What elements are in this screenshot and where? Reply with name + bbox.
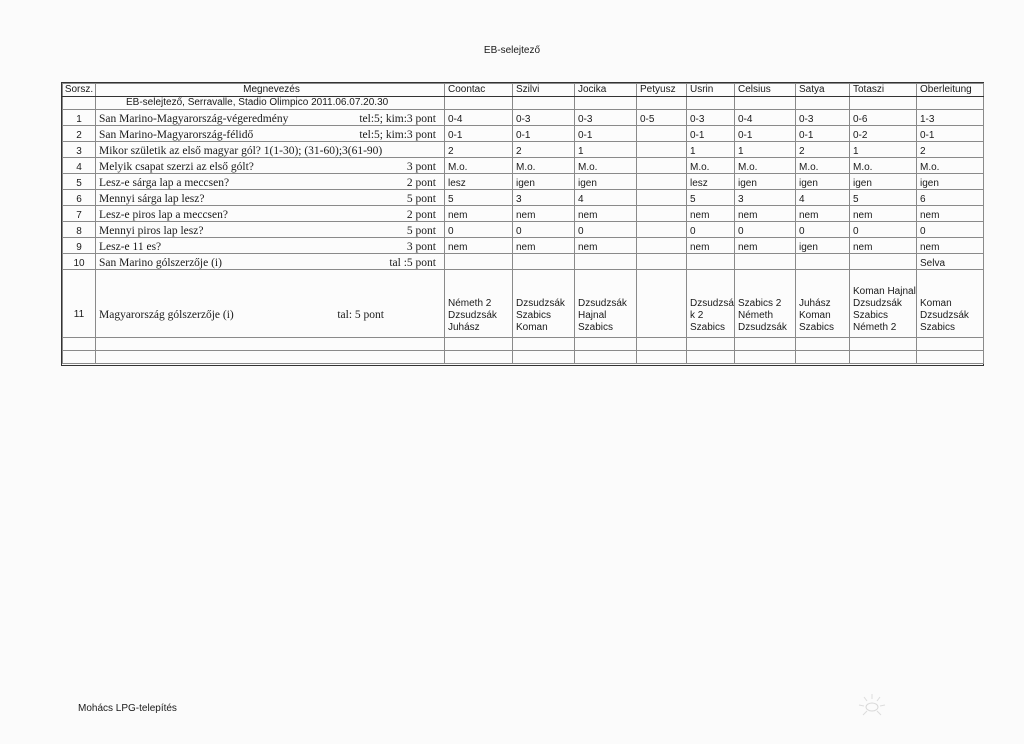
col-header-player: Jocika bbox=[575, 84, 637, 97]
question-cell bbox=[96, 142, 445, 158]
scorer-name: Dzsudzsák bbox=[578, 298, 627, 309]
scorer-name: Juhász bbox=[799, 298, 831, 309]
question-cell bbox=[96, 254, 445, 270]
prediction-cell: 5 bbox=[850, 190, 917, 206]
row-number: 5 bbox=[63, 174, 96, 190]
prediction-cell: 0 bbox=[575, 222, 637, 238]
table-row bbox=[63, 270, 984, 338]
prediction-cell: 0-3 bbox=[796, 110, 850, 126]
prediction-cell: lesz bbox=[687, 174, 735, 190]
prediction-cell: 3 bbox=[513, 190, 575, 206]
prediction-cell: 0 bbox=[513, 222, 575, 238]
row-number: 4 bbox=[63, 158, 96, 174]
subtitle-empty-cell bbox=[796, 97, 850, 110]
prediction-cell bbox=[513, 254, 575, 270]
row-number: 1 bbox=[63, 110, 96, 126]
empty-cell bbox=[687, 351, 735, 364]
prediction-cell bbox=[687, 254, 735, 270]
prediction-cell: igen bbox=[796, 238, 850, 254]
prediction-cell bbox=[637, 126, 687, 142]
empty-cell bbox=[513, 338, 575, 351]
scorer-name: Szabics bbox=[920, 322, 956, 333]
scorer-name: Szabics bbox=[578, 322, 614, 333]
empty-cell bbox=[445, 338, 513, 351]
question-cell bbox=[96, 110, 445, 126]
prediction-cell: 6 bbox=[917, 190, 984, 206]
question-points: tel:5; kim:3 pont bbox=[359, 113, 436, 125]
question-text: San Marino gólszerzője (i) bbox=[99, 258, 222, 269]
subtitle-empty-cell bbox=[735, 97, 796, 110]
prediction-cell: 0-3 bbox=[513, 110, 575, 126]
prediction-cell: 5 bbox=[445, 190, 513, 206]
prediction-cell: M.o. bbox=[917, 158, 984, 174]
question-points bbox=[436, 146, 444, 157]
prediction-cell: M.o. bbox=[796, 158, 850, 174]
col-header-player: Totaszi bbox=[850, 84, 917, 97]
prediction-cell: 0-2 bbox=[850, 126, 917, 142]
prediction-cell: nem bbox=[575, 206, 637, 222]
subtitle-row bbox=[63, 97, 984, 110]
prediction-cell: lesz bbox=[445, 174, 513, 190]
prediction-cell: igen bbox=[513, 174, 575, 190]
prediction-cell bbox=[637, 174, 687, 190]
table-row bbox=[63, 158, 984, 174]
sun-watermark-icon bbox=[857, 692, 887, 718]
prediction-cell: nem bbox=[445, 206, 513, 222]
prediction-cell: igen bbox=[917, 174, 984, 190]
empty-cell bbox=[637, 351, 687, 364]
match-subtitle: EB-selejtező, Serravalle, Stadio Olimpico 2011.06.07.20.30 bbox=[96, 97, 445, 110]
prediction-cell bbox=[445, 254, 513, 270]
scorer-name: k 2 bbox=[690, 310, 704, 321]
scorer-name: Németh 2 bbox=[448, 298, 492, 309]
row-number: 9 bbox=[63, 238, 96, 254]
empty-row bbox=[63, 351, 984, 364]
empty-cell bbox=[796, 338, 850, 351]
empty-cell bbox=[637, 338, 687, 351]
scorer-name: Dzsudzsák bbox=[516, 298, 565, 309]
col-header-player: Usrin bbox=[687, 84, 735, 97]
prediction-cell bbox=[513, 270, 575, 338]
prediction-cell: 0-4 bbox=[735, 110, 796, 126]
empty-cell bbox=[735, 338, 796, 351]
prediction-cell: 2 bbox=[445, 142, 513, 158]
question-cell bbox=[96, 174, 445, 190]
prediction-cell: nem bbox=[850, 238, 917, 254]
scorer-name: Szabics bbox=[690, 322, 726, 333]
prediction-cell bbox=[575, 254, 637, 270]
prediction-cell: M.o. bbox=[513, 158, 575, 174]
scorer-name: Hajnal bbox=[578, 310, 607, 321]
question-cell bbox=[96, 270, 445, 338]
table-row bbox=[63, 190, 984, 206]
prediction-cell: M.o. bbox=[735, 158, 796, 174]
scorer-name: Szabics bbox=[799, 322, 835, 333]
prediction-table bbox=[62, 83, 984, 364]
prediction-cell: 1 bbox=[850, 142, 917, 158]
col-header-player: Coontac bbox=[445, 84, 513, 97]
prediction-cell bbox=[637, 238, 687, 254]
prediction-cell bbox=[917, 270, 984, 338]
table-row bbox=[63, 222, 984, 238]
prediction-cell: Selva bbox=[917, 254, 984, 270]
prediction-cell bbox=[637, 254, 687, 270]
scorer-name: Szabics bbox=[516, 310, 552, 321]
prediction-cell: 0-1 bbox=[445, 126, 513, 142]
scorer-name: Dzsudzsák bbox=[448, 310, 497, 321]
prediction-cell: 1-3 bbox=[917, 110, 984, 126]
question-points: tal :5 pont bbox=[389, 257, 436, 269]
question-points: 2 pont bbox=[406, 177, 436, 189]
subtitle-empty-cell bbox=[637, 97, 687, 110]
prediction-cell bbox=[637, 270, 687, 338]
empty-cell bbox=[687, 338, 735, 351]
scorer-name: Németh bbox=[738, 310, 774, 321]
empty-cell bbox=[575, 351, 637, 364]
prediction-cell: 0-1 bbox=[917, 126, 984, 142]
prediction-cell: M.o. bbox=[575, 158, 637, 174]
prediction-cell: nem bbox=[513, 238, 575, 254]
row-number: 8 bbox=[63, 222, 96, 238]
prediction-cell: 0-3 bbox=[575, 110, 637, 126]
prediction-cell: 0 bbox=[445, 222, 513, 238]
col-header-megnevezes bbox=[96, 84, 445, 97]
prediction-cell bbox=[850, 270, 917, 338]
question-points: tal: 5 pont bbox=[337, 309, 384, 321]
question-points: 5 pont bbox=[406, 193, 436, 205]
question-text: Melyik csapat szerzi az első gólt? bbox=[99, 162, 254, 173]
empty-cell bbox=[96, 338, 445, 351]
prediction-cell bbox=[687, 270, 735, 338]
prediction-cell: M.o. bbox=[687, 158, 735, 174]
prediction-cell bbox=[637, 222, 687, 238]
prediction-cell bbox=[850, 254, 917, 270]
scorer-name: Szabics bbox=[853, 310, 889, 321]
empty-cell bbox=[735, 351, 796, 364]
prediction-cell: 1 bbox=[735, 142, 796, 158]
prediction-cell: igen bbox=[735, 174, 796, 190]
row-number: 6 bbox=[63, 190, 96, 206]
prediction-cell: nem bbox=[735, 238, 796, 254]
empty-cell bbox=[63, 351, 96, 364]
empty-cell bbox=[850, 351, 917, 364]
prediction-cell bbox=[637, 206, 687, 222]
question-points: 2 pont bbox=[406, 209, 436, 221]
prediction-cell bbox=[796, 254, 850, 270]
page-title: EB-selejtező bbox=[483, 45, 541, 56]
scorer-name: Dzsudzsák bbox=[738, 322, 787, 333]
question-points: 3 pont bbox=[406, 241, 436, 253]
prediction-cell: 0 bbox=[687, 222, 735, 238]
question-points: 3 pont bbox=[406, 161, 436, 173]
question-cell bbox=[96, 206, 445, 222]
question-text: Lesz-e sárga lap a meccsen? bbox=[99, 178, 230, 189]
prediction-cell bbox=[575, 270, 637, 338]
prediction-cell: 3 bbox=[735, 190, 796, 206]
prediction-table-frame bbox=[61, 82, 984, 366]
subtitle-empty-cell bbox=[917, 97, 984, 110]
col-header-player: Szilvi bbox=[513, 84, 575, 97]
col-header-player: Petyusz bbox=[637, 84, 687, 97]
question-cell bbox=[96, 190, 445, 206]
row-number: 3 bbox=[63, 142, 96, 158]
empty-cell bbox=[63, 338, 96, 351]
prediction-cell: 4 bbox=[575, 190, 637, 206]
prediction-cell: 0-1 bbox=[735, 126, 796, 142]
prediction-cell: nem bbox=[917, 238, 984, 254]
header-row bbox=[63, 84, 984, 97]
prediction-cell: 0-6 bbox=[850, 110, 917, 126]
prediction-cell bbox=[735, 254, 796, 270]
row-number: 7 bbox=[63, 206, 96, 222]
col-header-player: Oberleitung bbox=[917, 84, 984, 97]
prediction-cell: nem bbox=[917, 206, 984, 222]
table-row bbox=[63, 206, 984, 222]
table-row bbox=[63, 110, 984, 126]
prediction-cell: igen bbox=[850, 174, 917, 190]
question-text: Lesz-e 11 es? bbox=[99, 242, 162, 253]
prediction-cell: 0 bbox=[917, 222, 984, 238]
question-cell bbox=[96, 222, 445, 238]
prediction-cell: igen bbox=[575, 174, 637, 190]
scorer-name: Koman Hajnal bbox=[853, 286, 916, 297]
question-text: Mennyi piros lap lesz? bbox=[99, 226, 204, 237]
row-number: 10 bbox=[63, 254, 96, 270]
col-header-sorsz: Sorsz. bbox=[63, 84, 96, 97]
footer-text: Mohács LPG-telepítés bbox=[78, 703, 177, 714]
prediction-cell: 0 bbox=[850, 222, 917, 238]
prediction-cell bbox=[637, 190, 687, 206]
table-row bbox=[63, 142, 984, 158]
prediction-cell: 0-4 bbox=[445, 110, 513, 126]
scorer-name: Koman bbox=[920, 298, 952, 309]
question-cell bbox=[96, 238, 445, 254]
col-header-player: Satya bbox=[796, 84, 850, 97]
empty-cell bbox=[445, 351, 513, 364]
prediction-cell: M.o. bbox=[445, 158, 513, 174]
scorer-name: Juhász bbox=[448, 322, 480, 333]
prediction-cell: 0 bbox=[796, 222, 850, 238]
row-number: 2 bbox=[63, 126, 96, 142]
subtitle-empty-cell bbox=[445, 97, 513, 110]
prediction-cell: 0-3 bbox=[687, 110, 735, 126]
empty-cell bbox=[513, 351, 575, 364]
prediction-cell bbox=[637, 142, 687, 158]
megnevezes-label: Megnevezés bbox=[243, 84, 300, 95]
row-number: 11 bbox=[63, 270, 96, 338]
prediction-cell: 0-1 bbox=[575, 126, 637, 142]
empty-cell bbox=[796, 351, 850, 364]
prediction-cell: M.o. bbox=[850, 158, 917, 174]
empty-cell bbox=[575, 338, 637, 351]
prediction-cell: 1 bbox=[687, 142, 735, 158]
empty-cell bbox=[850, 338, 917, 351]
prediction-cell: 4 bbox=[796, 190, 850, 206]
col-header-player: Celsius bbox=[735, 84, 796, 97]
prediction-cell: 0 bbox=[735, 222, 796, 238]
empty-row bbox=[63, 338, 984, 351]
scorer-name: Dzsudzsák bbox=[853, 298, 902, 309]
subtitle-empty-cell bbox=[575, 97, 637, 110]
empty-cell bbox=[917, 351, 984, 364]
table-row bbox=[63, 126, 984, 142]
prediction-cell: 1 bbox=[575, 142, 637, 158]
prediction-cell: 2 bbox=[796, 142, 850, 158]
question-text: Mennyi sárga lap lesz? bbox=[99, 194, 205, 205]
scorer-name: Koman bbox=[516, 322, 548, 333]
scorer-name: Dzsudzsá bbox=[690, 298, 734, 309]
scorer-name: Koman bbox=[799, 310, 831, 321]
prediction-cell bbox=[637, 158, 687, 174]
question-text: San Marino-Magyarország-félidő bbox=[99, 130, 254, 141]
prediction-cell: 2 bbox=[917, 142, 984, 158]
empty-cell bbox=[96, 351, 445, 364]
prediction-cell: nem bbox=[575, 238, 637, 254]
question-text: Magyarország gólszerzője (i) bbox=[99, 309, 234, 321]
question-text: San Marino-Magyarország-végeredmény bbox=[99, 114, 289, 125]
question-cell bbox=[96, 126, 445, 142]
prediction-cell: 0-1 bbox=[513, 126, 575, 142]
subtitle-empty-cell bbox=[687, 97, 735, 110]
scorer-name: Németh 2 bbox=[853, 322, 897, 333]
prediction-cell: igen bbox=[796, 174, 850, 190]
question-cell bbox=[96, 158, 445, 174]
prediction-cell bbox=[735, 270, 796, 338]
prediction-cell: nem bbox=[687, 206, 735, 222]
subtitle-empty-cell bbox=[63, 97, 96, 110]
prediction-cell: nem bbox=[850, 206, 917, 222]
prediction-cell: nem bbox=[445, 238, 513, 254]
question-text: Mikor születik az első magyar gól? 1(1-30); (31-60);3(61-90) bbox=[99, 146, 383, 157]
table-row bbox=[63, 174, 984, 190]
prediction-cell: nem bbox=[513, 206, 575, 222]
prediction-cell: 0-1 bbox=[687, 126, 735, 142]
prediction-cell: 5 bbox=[687, 190, 735, 206]
scorer-name: Szabics 2 bbox=[738, 298, 782, 309]
prediction-cell: 2 bbox=[513, 142, 575, 158]
prediction-cell: 0-1 bbox=[796, 126, 850, 142]
question-points: 5 pont bbox=[406, 225, 436, 237]
prediction-cell bbox=[445, 270, 513, 338]
prediction-cell: nem bbox=[687, 238, 735, 254]
question-points: tel:5; kim:3 pont bbox=[359, 129, 436, 141]
prediction-cell: 0-5 bbox=[637, 110, 687, 126]
prediction-cell: nem bbox=[796, 206, 850, 222]
subtitle-empty-cell bbox=[850, 97, 917, 110]
scorer-name: Dzsudzsák bbox=[920, 310, 969, 321]
empty-cell bbox=[917, 338, 984, 351]
table-row bbox=[63, 254, 984, 270]
subtitle-empty-cell bbox=[513, 97, 575, 110]
question-text: Lesz-e piros lap a meccsen? bbox=[99, 210, 228, 221]
table-row bbox=[63, 238, 984, 254]
prediction-cell bbox=[796, 270, 850, 338]
table-body bbox=[63, 110, 984, 364]
prediction-cell: nem bbox=[735, 206, 796, 222]
